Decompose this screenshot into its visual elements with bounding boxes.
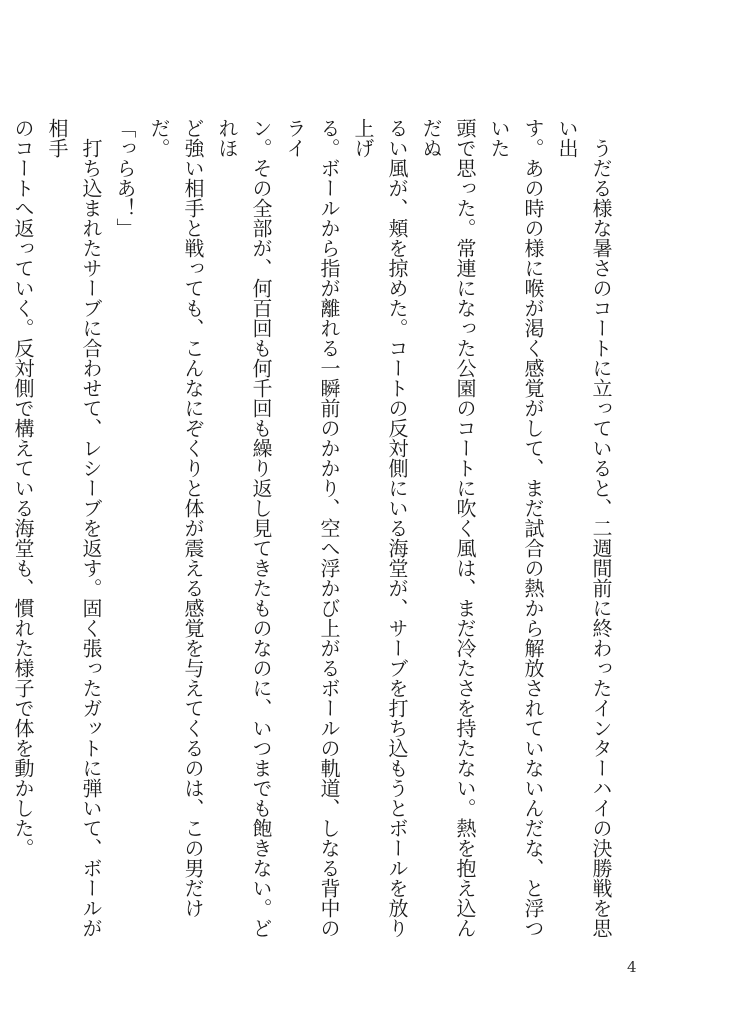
page-number: 4 bbox=[627, 958, 637, 976]
paragraph-3 bbox=[0, 118, 6, 938]
dialogue-line: 「っらあ！」 bbox=[113, 118, 137, 238]
paragraph-2: 打ち込まれたサーブに合わせて、レシーブを返す。固く張ったガットに弾いて、ボールが相手 のコートへ返っていく。反対側で構えている海堂も、慣れた様子で体を動かした。 bbox=[11, 118, 103, 938]
paragraph-1: うだる様な暑さのコートに立っていると、二週間前に終わったインターハイの決勝戦を思い出 す。あの時の様に喉が渇く感覚がして、まだ試合の熱から解放されていないんだな、と浮ついた 頭で思った。常連になった公園のコートに吹く風は、まだ冷たさを持たない。熱を抱え込んだぬ るい風が、頬を掠めた。コートの反対側にいる海堂が、サーブを打ち込もうとボールを放り上げ る。ボールから指が離れる一瞬前のかかり、空へ浮かび上がるボールの軌道、しなる背中のライ ン。その全部が、何百回も何千回も繰り返し見てきたものなのに、いつまでも飽きない。どれほ ど強い相手と戦っても、こんなにぞくりと体が震える感覚を与えてくるのは、この男だけだ。 bbox=[147, 118, 613, 938]
vertical-text-body bbox=[0, 118, 618, 938]
